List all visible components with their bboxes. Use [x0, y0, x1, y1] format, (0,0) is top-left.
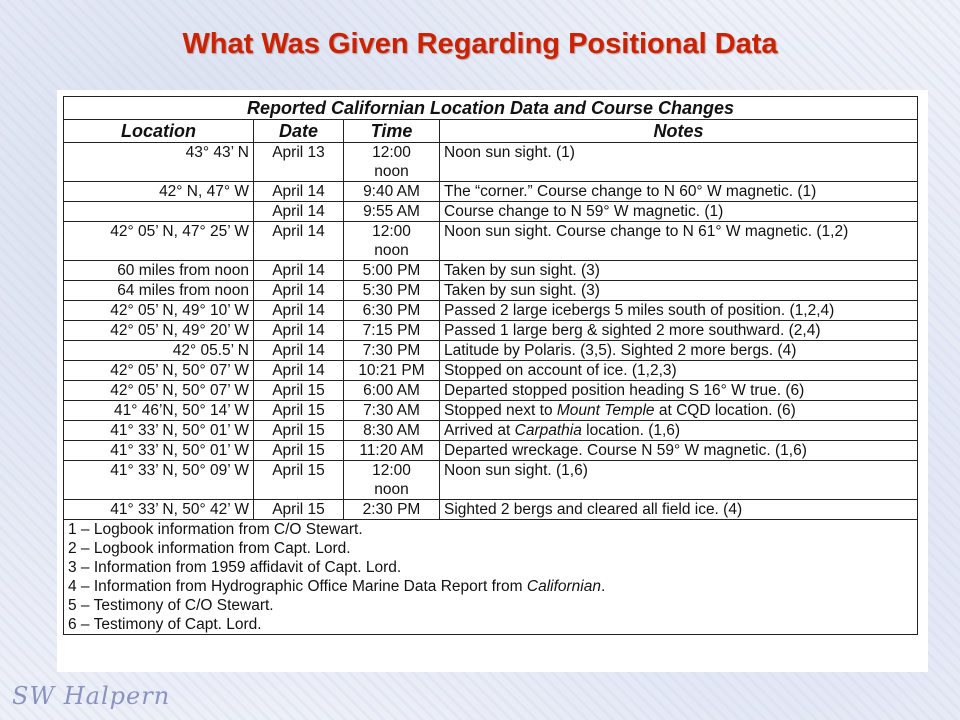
cell-time: 12:00 noon	[344, 143, 440, 182]
table-row	[64, 281, 918, 301]
footnote-4-ship: Californian	[526, 578, 601, 595]
cell-time: 8:30 AM	[344, 421, 440, 441]
cell-location: 60 miles from noon	[64, 261, 254, 281]
footnote-4-end: .	[600, 578, 606, 595]
table-row	[64, 441, 918, 461]
cell-time: 7:30 AM	[344, 401, 440, 421]
cell-location: 42° 05’ N, 49° 10’ W	[64, 301, 254, 321]
cell-date: April 14	[254, 341, 344, 361]
cell-date: April 15	[254, 381, 344, 401]
cell-date: April 14	[254, 261, 344, 281]
table-row	[64, 421, 918, 441]
ship-name: Carpathia	[514, 422, 582, 439]
cell-date: April 14	[254, 361, 344, 381]
cell-location: 41° 33’ N, 50° 09’ W	[64, 461, 254, 500]
cell-date: April 13	[254, 143, 344, 182]
cell-notes: Departed wreckage. Course N 59° W magnetic. (1,6)	[440, 441, 918, 461]
cell-date: April 15	[254, 421, 344, 441]
table-row	[64, 202, 918, 222]
cell-date: April 14	[254, 202, 344, 222]
ship-name: Mount Temple	[556, 402, 655, 419]
footnote-4-text: 4 – Information from Hydrographic Office Marine Data Report from	[68, 578, 527, 595]
cell-time: 11:20 AM	[344, 441, 440, 461]
cell-location	[64, 202, 254, 222]
location-data-table	[63, 96, 918, 635]
header-time: Time	[344, 120, 440, 143]
table-row	[64, 143, 918, 182]
footnote-1: 1 – Logbook information from C/O Stewart.	[68, 521, 363, 538]
cell-date: April 15	[254, 500, 344, 520]
cell-notes: Course change to N 59° W magnetic. (1)	[440, 202, 918, 222]
notes-text: at CQD location. (6)	[654, 402, 796, 419]
cell-notes: Taken by sun sight. (3)	[440, 261, 918, 281]
cell-notes: Sighted 2 bergs and cleared all field ice. (4)	[440, 500, 918, 520]
cell-notes: The “corner.” Course change to N 60° W magnetic. (1)	[440, 182, 918, 202]
cell-notes: Departed stopped position heading S 16° W true. (6)	[440, 381, 918, 401]
cell-notes: Taken by sun sight. (3)	[440, 281, 918, 301]
table-row	[64, 301, 918, 321]
cell-date: April 14	[254, 301, 344, 321]
cell-notes: Passed 2 large icebergs 5 miles south of position. (1,2,4)	[440, 301, 918, 321]
cell-location: 42° 05’ N, 47° 25’ W	[64, 222, 254, 261]
cell-time: 5:00 PM	[344, 261, 440, 281]
cell-notes: Latitude by Polaris. (3,5). Sighted 2 more bergs. (4)	[440, 341, 918, 361]
cell-location: 41° 33’ N, 50° 01’ W	[64, 421, 254, 441]
cell-date: April 15	[254, 401, 344, 421]
footnotes	[64, 520, 918, 635]
cell-time: 5:30 PM	[344, 281, 440, 301]
table-row	[64, 461, 918, 500]
slide-title: What Was Given Regarding Positional Data	[182, 28, 778, 60]
cell-time: 12:00 noon	[344, 222, 440, 261]
author-signature: SW Halpern	[12, 682, 171, 710]
table-row	[64, 261, 918, 281]
cell-notes	[440, 421, 918, 441]
cell-location: 42° N, 47° W	[64, 182, 254, 202]
footnote-2: 2 – Logbook information from Capt. Lord.	[68, 540, 351, 557]
cell-time: 10:21 PM	[344, 361, 440, 381]
cell-notes: Stopped on account of ice. (1,2,3)	[440, 361, 918, 381]
cell-time: 7:15 PM	[344, 321, 440, 341]
cell-location: 42° 05’ N, 50° 07’ W	[64, 381, 254, 401]
footnote-5: 5 – Testimony of C/O Stewart.	[68, 597, 274, 614]
table-row	[64, 321, 918, 341]
cell-time: 6:00 AM	[344, 381, 440, 401]
cell-notes: Noon sun sight. (1,6)	[440, 461, 918, 500]
footnote-4	[68, 577, 913, 596]
table-row	[64, 381, 918, 401]
cell-date: April 14	[254, 222, 344, 261]
cell-location: 42° 05.5’ N	[64, 341, 254, 361]
header-date: Date	[254, 120, 344, 143]
cell-time: 12:00 noon	[344, 461, 440, 500]
table-row	[64, 401, 918, 421]
cell-notes: Noon sun sight. Course change to N 61° W magnetic. (1,2)	[440, 222, 918, 261]
table-body	[64, 143, 918, 520]
cell-time: 7:30 PM	[344, 341, 440, 361]
cell-date: April 15	[254, 461, 344, 500]
notes-text: Stopped next to	[444, 402, 557, 419]
cell-location: 41° 33’ N, 50° 42’ W	[64, 500, 254, 520]
footnote-6: 6 – Testimony of Capt. Lord.	[68, 616, 262, 633]
table-panel	[57, 90, 928, 672]
table-row	[64, 222, 918, 261]
cell-location: 42° 05’ N, 50° 07’ W	[64, 361, 254, 381]
table-row	[64, 500, 918, 520]
cell-date: April 14	[254, 281, 344, 301]
cell-date: April 14	[254, 182, 344, 202]
notes-text: location. (1,6)	[581, 422, 681, 439]
cell-time: 9:40 AM	[344, 182, 440, 202]
cell-time: 6:30 PM	[344, 301, 440, 321]
cell-location: 41° 46’N, 50° 14’ W	[64, 401, 254, 421]
cell-time: 9:55 AM	[344, 202, 440, 222]
cell-notes: Noon sun sight. (1)	[440, 143, 918, 182]
cell-date: April 15	[254, 441, 344, 461]
notes-text: Arrived at	[444, 422, 515, 439]
cell-date: April 14	[254, 321, 344, 341]
table-row	[64, 361, 918, 381]
cell-location: 64 miles from noon	[64, 281, 254, 301]
table-row	[64, 341, 918, 361]
cell-notes	[440, 401, 918, 421]
cell-location: 43° 43’ N	[64, 143, 254, 182]
cell-time: 2:30 PM	[344, 500, 440, 520]
cell-location: 42° 05’ N, 49° 20’ W	[64, 321, 254, 341]
cell-notes: Passed 1 large berg & sighted 2 more southward. (2,4)	[440, 321, 918, 341]
cell-location: 41° 33’ N, 50° 01’ W	[64, 441, 254, 461]
footnote-3: 3 – Information from 1959 affidavit of Capt. Lord.	[68, 559, 402, 576]
header-location: Location	[64, 120, 254, 143]
header-notes: Notes	[440, 120, 918, 143]
table-caption: Reported Californian Location Data and Course Changes	[64, 97, 918, 120]
table-row	[64, 182, 918, 202]
